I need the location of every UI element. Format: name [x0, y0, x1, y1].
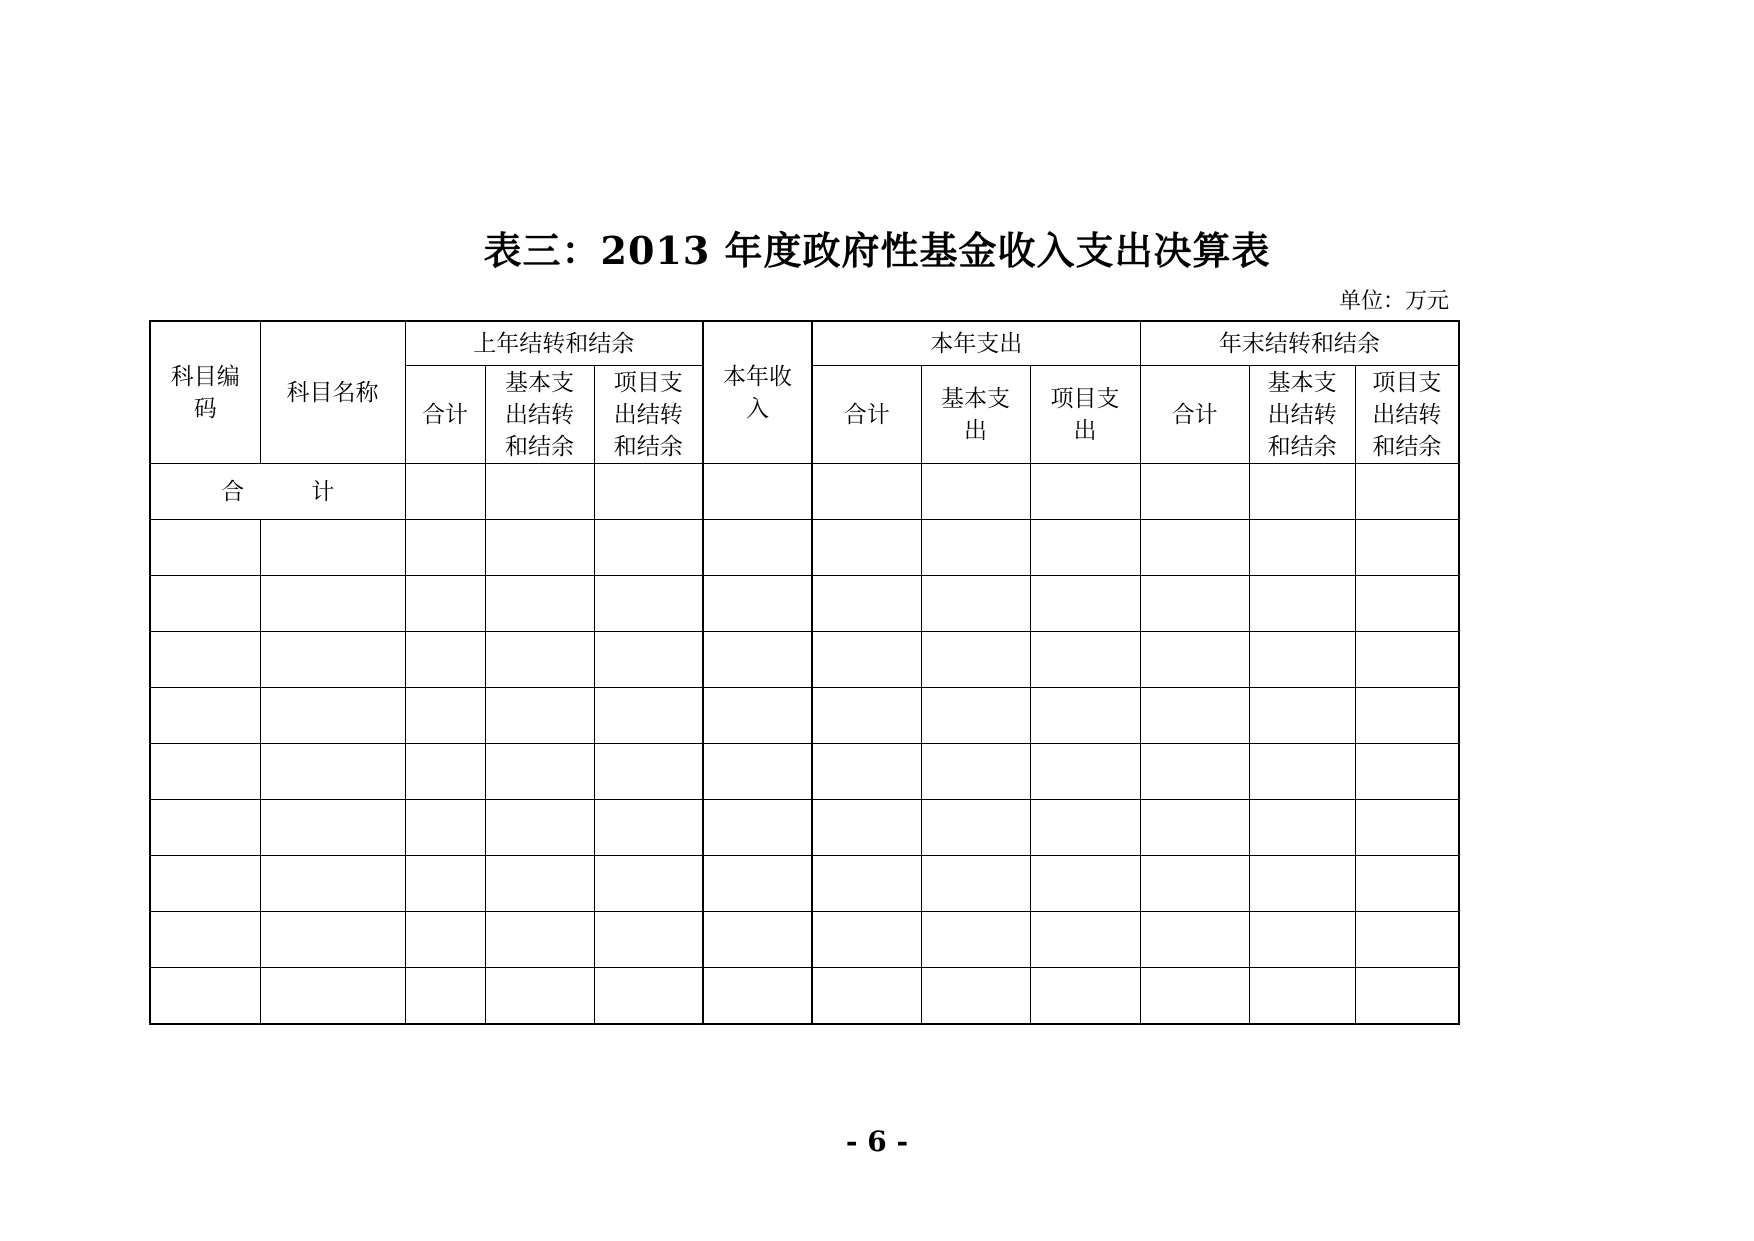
header-exp-basic: 基本支出 [921, 366, 1030, 464]
table-cell [921, 968, 1030, 1025]
header-year-end-carryover: 年末结转和结余 [1140, 321, 1459, 366]
table-cell [1030, 912, 1140, 968]
table-cell [1030, 464, 1140, 520]
header-prev-total: 合计 [405, 366, 485, 464]
table-cell [1140, 688, 1249, 744]
header-end-project: 项目支出结转和结余 [1355, 366, 1459, 464]
table-cell [594, 744, 703, 800]
table-cell [703, 912, 812, 968]
header-prev-basic: 基本支出结转和结余 [485, 366, 594, 464]
table-cell [921, 520, 1030, 576]
header-exp-project: 项目支出 [1030, 366, 1140, 464]
table-cell [594, 800, 703, 856]
table-cell [405, 968, 485, 1025]
table-cell [485, 912, 594, 968]
table-cell [1030, 800, 1140, 856]
table-cell [703, 800, 812, 856]
table-cell [1249, 912, 1355, 968]
table-cell [1030, 856, 1140, 912]
table-cell [1249, 576, 1355, 632]
table-cell [405, 632, 485, 688]
table-cell [1030, 744, 1140, 800]
table-cell [1030, 576, 1140, 632]
total-row-label: 合 计 [150, 464, 405, 520]
table-cell [703, 968, 812, 1025]
table-cell [594, 576, 703, 632]
table-row [150, 632, 1459, 688]
header-end-total: 合计 [1140, 366, 1249, 464]
table-cell [405, 576, 485, 632]
table-cell [1355, 800, 1459, 856]
table-cell [1140, 968, 1249, 1025]
table-cell [150, 968, 260, 1025]
table-cell [1030, 520, 1140, 576]
table-row [150, 520, 1459, 576]
table-cell [150, 856, 260, 912]
table-cell [1355, 688, 1459, 744]
table-cell [812, 912, 921, 968]
table-cell [150, 688, 260, 744]
table-cell [703, 856, 812, 912]
table-cell [1355, 744, 1459, 800]
table-cell [1249, 744, 1355, 800]
table-cell [812, 464, 921, 520]
table-cell [594, 520, 703, 576]
table-cell [703, 632, 812, 688]
table-cell [485, 688, 594, 744]
table-cell [921, 576, 1030, 632]
table-row [150, 912, 1459, 968]
header-subject-name: 科目名称 [260, 321, 405, 464]
table-cell [812, 688, 921, 744]
page-number: - 6 - [845, 1125, 909, 1158]
table-cell [260, 576, 405, 632]
table-cell [1355, 576, 1459, 632]
table-row [150, 856, 1459, 912]
table-cell [1140, 464, 1249, 520]
table-cell [485, 632, 594, 688]
table-cell [485, 520, 594, 576]
table-cell [921, 744, 1030, 800]
header-exp-total: 合计 [812, 366, 921, 464]
table-cell [594, 856, 703, 912]
table-cell [921, 632, 1030, 688]
table-cell [260, 912, 405, 968]
table-cell [405, 688, 485, 744]
table-cell [260, 632, 405, 688]
table-cell [1355, 464, 1459, 520]
table-cell [1140, 800, 1249, 856]
table-cell [150, 632, 260, 688]
header-subject-code: 科目编码 [150, 321, 260, 464]
table-cell [812, 632, 921, 688]
table-cell [1355, 856, 1459, 912]
table-cell [1355, 632, 1459, 688]
table-cell [1355, 912, 1459, 968]
table-cell [405, 744, 485, 800]
table-cell [1249, 800, 1355, 856]
header-end-basic: 基本支出结转和结余 [1249, 366, 1355, 464]
table-cell [150, 576, 260, 632]
document-title: 表三：2013 年度政府性基金收入支出决算表 [483, 228, 1271, 273]
table-cell [921, 688, 1030, 744]
table-cell [594, 688, 703, 744]
table-cell [812, 968, 921, 1025]
header-prev-carryover: 上年结转和结余 [405, 321, 703, 366]
table-cell [150, 800, 260, 856]
table-cell [1249, 520, 1355, 576]
table-cell [703, 744, 812, 800]
table-cell [812, 856, 921, 912]
table-cell [1355, 968, 1459, 1025]
header-prev-project: 项目支出结转和结余 [594, 366, 703, 464]
table-cell [1140, 856, 1249, 912]
table-cell [405, 856, 485, 912]
table-cell [405, 912, 485, 968]
table-cell [1140, 912, 1249, 968]
unit-label: 单位：万元 [1338, 289, 1449, 314]
table-cell [812, 520, 921, 576]
table-cell [260, 800, 405, 856]
table-cell [260, 744, 405, 800]
table-cell [150, 912, 260, 968]
table-cell [703, 464, 812, 520]
table-cell [812, 744, 921, 800]
table-cell [1355, 520, 1459, 576]
table-cell [485, 744, 594, 800]
table-cell [260, 968, 405, 1025]
table-cell [703, 576, 812, 632]
table-cell [1249, 856, 1355, 912]
table-cell [1140, 632, 1249, 688]
table-cell [485, 968, 594, 1025]
table-row [150, 968, 1459, 1025]
header-current-expense: 本年支出 [812, 321, 1140, 366]
total-row [150, 464, 1459, 520]
budget-table [149, 320, 1460, 1025]
table-cell [485, 856, 594, 912]
table-cell [405, 520, 485, 576]
table-cell [594, 632, 703, 688]
table-cell [1249, 464, 1355, 520]
table-cell [594, 912, 703, 968]
table-cell [921, 800, 1030, 856]
table-cell [485, 464, 594, 520]
table-cell [405, 800, 485, 856]
table-cell [485, 576, 594, 632]
table-cell [1030, 632, 1140, 688]
table-cell [921, 856, 1030, 912]
table-cell [1140, 520, 1249, 576]
table-cell [1249, 688, 1355, 744]
table-cell [150, 744, 260, 800]
table-cell [594, 968, 703, 1025]
table-row [150, 688, 1459, 744]
table-cell [1030, 688, 1140, 744]
table-cell [921, 464, 1030, 520]
table-cell [594, 464, 703, 520]
table-cell [260, 688, 405, 744]
table-cell [260, 520, 405, 576]
table-cell [812, 800, 921, 856]
header-row-1 [150, 321, 1459, 366]
header-current-income: 本年收入 [703, 321, 812, 464]
table-cell [1030, 968, 1140, 1025]
table-cell [1140, 576, 1249, 632]
table-row [150, 576, 1459, 632]
table-cell [812, 576, 921, 632]
table-cell [150, 520, 260, 576]
table-cell [485, 800, 594, 856]
table-row [150, 800, 1459, 856]
table-cell [921, 912, 1030, 968]
table-cell [1249, 632, 1355, 688]
table-cell [703, 688, 812, 744]
table-cell [1140, 744, 1249, 800]
table-cell [1249, 968, 1355, 1025]
table-cell [703, 520, 812, 576]
table-row [150, 744, 1459, 800]
table-cell [260, 856, 405, 912]
table-cell [405, 464, 485, 520]
